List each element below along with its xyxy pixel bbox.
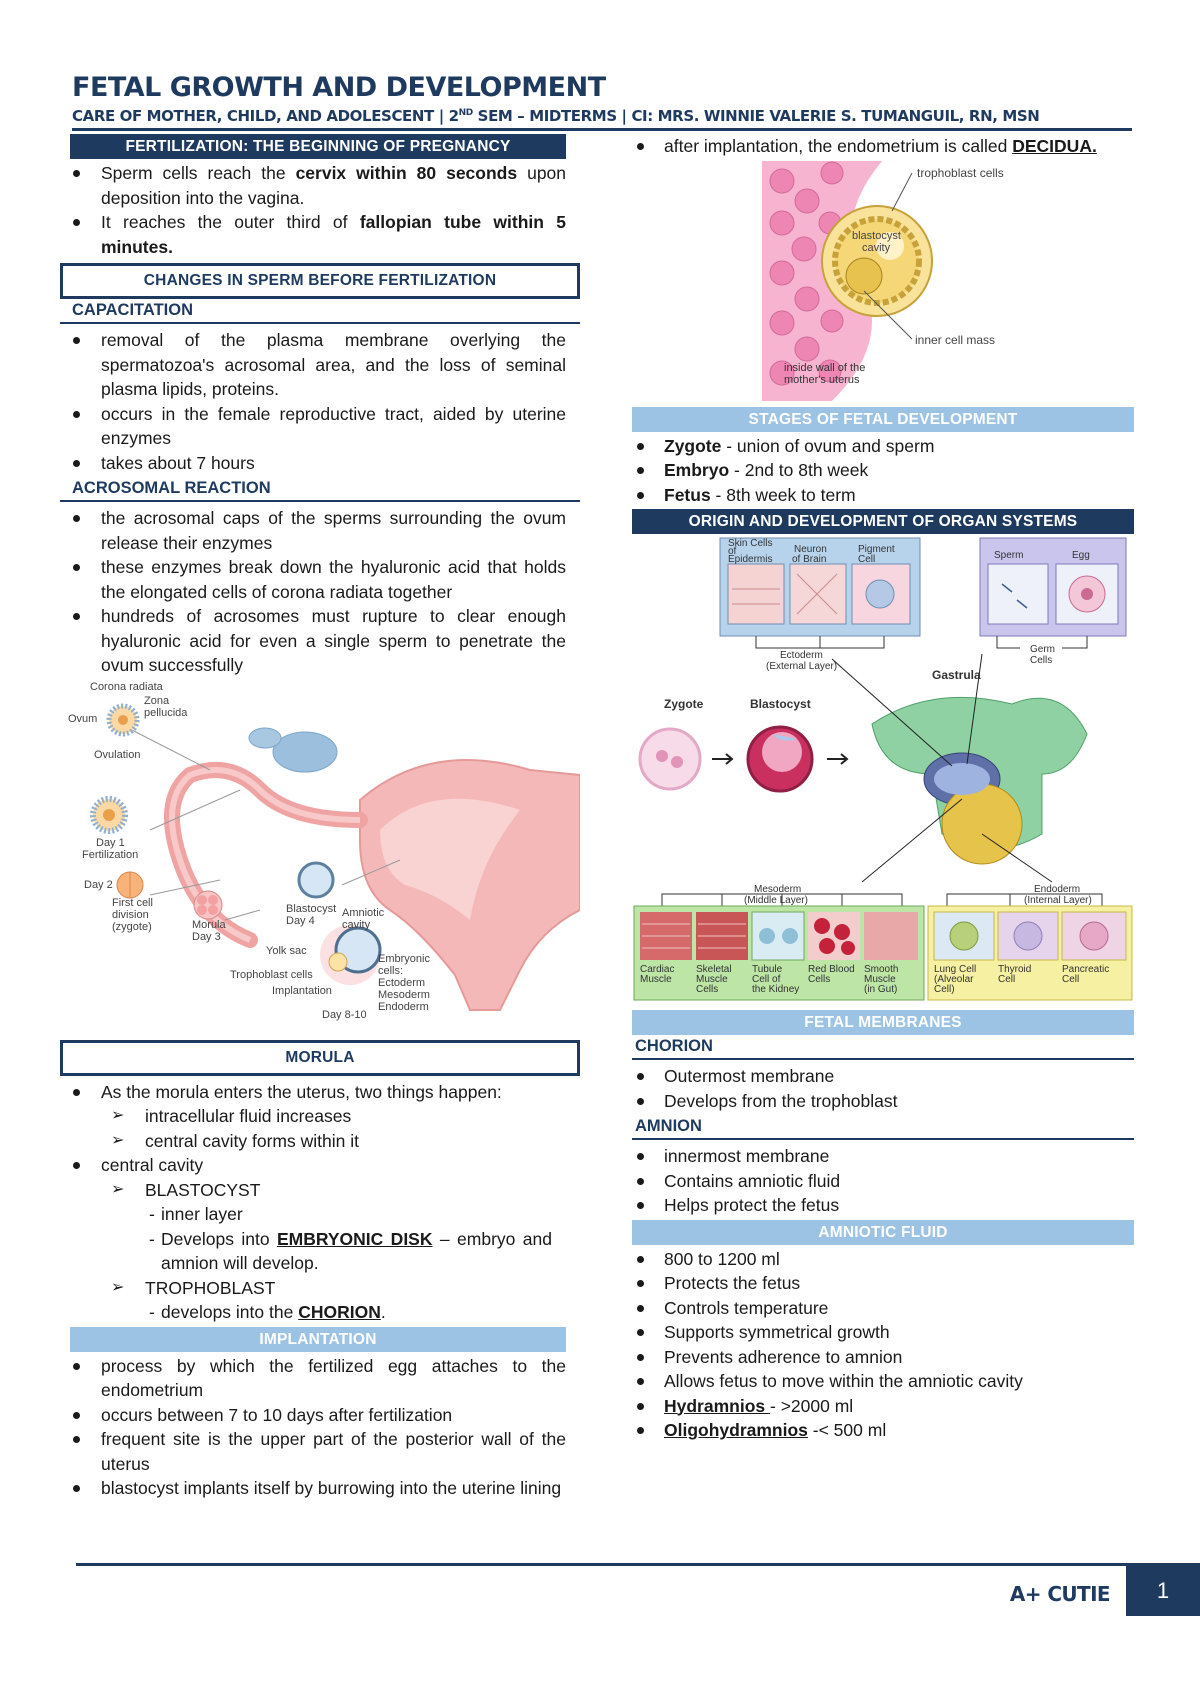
label-morula-day: Day 3 xyxy=(192,930,221,943)
detail-item: - develops into the CHORION. xyxy=(145,1300,566,1325)
fertilization-implantation-figure xyxy=(60,680,580,1040)
sub-item: ➢ central cavity forms within it xyxy=(101,1129,566,1154)
label-tubule: Tubule xyxy=(752,964,783,975)
list-item: Protects the fetus xyxy=(632,1271,1134,1296)
label-sperm: Sperm xyxy=(994,550,1024,561)
fertilization-heading: FERTILIZATION: THE BEGINNING OF PREGNANCY xyxy=(70,134,566,159)
list-item: Outermost membrane xyxy=(632,1064,1134,1089)
header-rule xyxy=(72,128,1132,131)
label-zygote: Zygote xyxy=(664,697,704,711)
label-ectoderm: Ectoderm xyxy=(780,650,823,661)
list-item: Controls temperature xyxy=(632,1296,1134,1321)
label-of-brain: of Brain xyxy=(792,554,827,565)
capacitation-list xyxy=(60,328,580,475)
label-first-cell: First cell xyxy=(112,896,153,909)
blastocyst-icon xyxy=(822,206,932,316)
label-in-gut: (in Gut) xyxy=(864,984,898,995)
fertilization-list xyxy=(60,161,580,259)
label-mothers-uterus: mother's uterus xyxy=(784,373,860,386)
label-zygote: (zygote) xyxy=(112,920,152,933)
label-smooth-muscle: Muscle xyxy=(864,974,896,985)
amniotic-fluid-heading: AMNIOTIC FLUID xyxy=(632,1220,1134,1245)
label-pigment: Pigment xyxy=(858,544,895,555)
list-item: Zygote - union of ovum and sperm xyxy=(632,434,1134,459)
label-skin-cells: Skin Cells xyxy=(728,538,773,549)
list-item: innermost membrane xyxy=(632,1144,1134,1169)
label-embryonic: Embryonic xyxy=(378,952,430,965)
label-zona: Zona xyxy=(144,694,170,707)
list-item: Helps protect the fetus xyxy=(632,1193,1134,1218)
label-endoderm: Endoderm xyxy=(378,1000,429,1013)
label-thyroid: Thyroid xyxy=(998,964,1032,975)
amnion-list xyxy=(632,1144,1134,1218)
detail-item: - inner layer xyxy=(145,1202,566,1227)
label-cardiac-muscle: Muscle xyxy=(640,974,672,985)
list-item: frequent site is the upper part of the posterior wall of the uterus xyxy=(60,1427,580,1476)
stages-list xyxy=(632,434,1134,508)
label-corona-radiata: Corona radiata xyxy=(90,680,163,693)
label-endoderm: Endoderm xyxy=(1034,884,1081,895)
label-epidermis: Epidermis xyxy=(728,554,773,565)
stages-heading: STAGES OF FETAL DEVELOPMENT xyxy=(632,407,1134,432)
label-internal-layer: (Internal Layer) xyxy=(1024,895,1092,906)
label-blastocyst: blastocyst xyxy=(852,229,901,242)
list-item: these enzymes break down the hyaluronic acid that holds the elongated cells of corona radiata together xyxy=(60,555,580,604)
label-blastocyst-day: Day 4 xyxy=(286,914,315,927)
gastrula-icon xyxy=(872,697,1087,864)
footer-brand: A+ CUTIE xyxy=(1009,1582,1110,1606)
label-alveolar: (Alveolar xyxy=(934,974,974,985)
label-pancreatic-cell: Cell xyxy=(1062,974,1080,985)
list-item: Contains amniotic fluid xyxy=(632,1169,1134,1194)
acrosomal-list xyxy=(60,506,580,678)
document-title: FETAL GROWTH AND DEVELOPMENT xyxy=(72,72,606,103)
label-implantation: Implantation xyxy=(272,984,332,997)
list-item: Embryo - 2nd to 8th week xyxy=(632,458,1134,483)
label-skeletal-cells: Cells xyxy=(696,984,719,995)
label-middle-layer: (Middle Layer) xyxy=(744,895,808,906)
list-item: Fetus - 8th week to term xyxy=(632,483,1134,508)
label-ovulation: Ovulation xyxy=(94,748,141,761)
label-rbc-cells: Cells xyxy=(808,974,831,985)
list-item: blastocyst implants itself by burrowing into the uterine lining xyxy=(60,1476,580,1501)
label-pigment-cell: Cell xyxy=(858,554,876,565)
label-thyroid-cell: Cell xyxy=(998,974,1016,985)
organ-systems-heading: ORIGIN AND DEVELOPMENT OF ORGAN SYSTEMS xyxy=(632,509,1134,534)
label-smooth: Smooth xyxy=(864,964,899,975)
list-item: It reaches the outer third of fallopian tube within 5 minutes. xyxy=(60,210,580,259)
label-ovum: Ovum xyxy=(68,712,98,725)
implantation-list xyxy=(60,1354,580,1501)
list-item: Prevents adherence to amnion xyxy=(632,1345,1134,1370)
label-cavity: cavity xyxy=(862,241,891,254)
morula-list xyxy=(60,1080,580,1325)
sub-item-blastocyst: ➢ BLASTOCYST - inner layer - Develops into EMBRYONIC DISK – embryo and amnion will develop. xyxy=(101,1178,566,1276)
label-red-blood: Red Blood xyxy=(808,964,855,975)
footer-rule xyxy=(76,1563,1200,1566)
label-division: division xyxy=(112,908,149,921)
label-mesoderm: Mesoderm xyxy=(754,884,802,895)
fetal-membranes-heading: FETAL MEMBRANES xyxy=(632,1010,1134,1035)
list-item: occurs in the female reproductive tract, aided by uterine enzymes xyxy=(60,402,580,451)
list-item: 800 to 1200 ml xyxy=(632,1247,1134,1272)
label-neuron: Neuron xyxy=(794,544,827,555)
blastocyst-icon xyxy=(299,863,333,897)
label-inner-cell-mass: inner cell mass xyxy=(915,332,996,347)
amniotic-fluid-list xyxy=(632,1247,1134,1443)
label-external-layer: (External Layer) xyxy=(766,661,838,672)
morula-icon xyxy=(194,891,222,919)
morula-heading: MORULA xyxy=(60,1040,580,1076)
sub-item-trophoblast: ➢ TROPHOBLAST - develops into the CHORION. xyxy=(101,1276,566,1325)
list-item: removal of the plasma membrane overlying the spermatozoa's acrosomal area, and the loss of seminal plasma lipids, proteins. xyxy=(60,328,580,402)
label-cardiac: Cardiac xyxy=(640,964,675,975)
list-item: central cavity ➢ BLASTOCYST - inner layer - Develops into EMBRYONIC DISK – embryo and amnion will develop. ➢ TROPHOBLAST - develops into the CHORION. xyxy=(60,1153,580,1325)
label-gastrula: Gastrula xyxy=(932,668,981,682)
list-item: Hydramnios - >2000 ml xyxy=(632,1394,1134,1419)
label-cavity: cavity xyxy=(342,918,371,931)
list-item: Oligohydramnios -< 500 ml xyxy=(632,1418,1134,1443)
list-item: takes about 7 hours xyxy=(60,451,580,476)
label-germ: Germ xyxy=(1030,644,1055,655)
label-mesoderm: Mesoderm xyxy=(378,988,430,1001)
list-item: hundreds of acrosomes must rupture to clear enough hyaluronic acid for even a single sperm to penetrate the ovum successfully xyxy=(60,604,580,678)
label-fertilization: Fertilization xyxy=(82,848,139,861)
ovary-shape xyxy=(273,732,337,772)
sub-item: ➢ intracellular fluid increases xyxy=(101,1104,566,1129)
label-inside-wall: inside wall of the xyxy=(784,361,866,374)
implanted-embryo-icon xyxy=(320,925,380,985)
label-skin-of: of xyxy=(728,546,737,557)
list-item: the acrosomal caps of the sperms surrounding the ovum release their enzymes xyxy=(60,506,580,555)
chorion-heading: CHORION xyxy=(632,1035,1134,1060)
label-blastocyst: Blastocyst xyxy=(286,902,337,915)
label-amniotic: Amniotic xyxy=(342,906,385,919)
label-day1: Day 1 xyxy=(96,836,125,849)
zygote-icon xyxy=(640,729,700,789)
label-alveolar-cell: Cell) xyxy=(934,984,955,995)
implantation-heading: IMPLANTATION xyxy=(70,1327,566,1352)
amnion-heading: AMNION xyxy=(632,1115,1134,1140)
acrosomal-reaction-heading: ACROSOMAL REACTION xyxy=(60,477,580,502)
capacitation-heading: CAPACITATION xyxy=(60,299,580,324)
detail-item: - Develops into EMBRYONIC DISK – embryo and amnion will develop. xyxy=(145,1227,566,1276)
label-germ-cells: Cells xyxy=(1030,655,1053,666)
list-item: Develops from the trophoblast xyxy=(632,1089,1134,1114)
label-ectoderm: Ectoderm xyxy=(378,976,426,989)
label-yolk-sac: Yolk sac xyxy=(266,944,307,957)
label-cell-of: Cell of xyxy=(752,974,781,985)
list-item: occurs between 7 to 10 days after fertilization xyxy=(60,1403,580,1428)
label-trophoblast-cells: Trophoblast cells xyxy=(230,968,313,981)
list-item: Sperm cells reach the cervix within 80 seconds upon deposition into the vagina. xyxy=(60,161,580,210)
label-day8-10: Day 8-10 xyxy=(322,1008,367,1021)
left-column xyxy=(60,134,580,1503)
document-subtitle: CARE OF MOTHER, CHILD, AND ADOLESCENT | 2ND SEM – MIDTERMS | CI: MRS. WINNIE VALERIE S. TUMANGUIL, RN, MSN xyxy=(72,107,1040,125)
label-blastocyst: Blastocyst xyxy=(750,697,811,711)
label-lung-cell: Lung Cell xyxy=(934,964,977,975)
label-skeletal-muscle: Muscle xyxy=(696,974,728,985)
label-morula: Morula xyxy=(192,918,226,931)
list-item: process by which the fertilized egg attaches to the endometrium xyxy=(60,1354,580,1403)
organ-systems-figure xyxy=(632,534,1134,1004)
label-pellucida: pellucida xyxy=(144,706,188,719)
label-trophoblast-cells: trophoblast cells xyxy=(917,165,1004,180)
blastocyst-figure xyxy=(632,161,1134,401)
label-egg: Egg xyxy=(1072,550,1090,561)
list-item: As the morula enters the uterus, two things happen: ➢ intracellular fluid increases ➢ central cavity forms within it xyxy=(60,1080,580,1154)
decidua-list xyxy=(632,134,1134,159)
label-day2: Day 2 xyxy=(84,878,113,891)
label-skeletal: Skeletal xyxy=(696,964,732,975)
page-number: 1 xyxy=(1126,1566,1200,1616)
label-cells: cells: xyxy=(378,964,404,977)
right-column xyxy=(632,134,1134,1445)
list-item: after implantation, the endometrium is called DECIDUA. xyxy=(632,134,1134,159)
label-kidney: the Kidney xyxy=(752,984,800,995)
list-item: Supports symmetrical growth xyxy=(632,1320,1134,1345)
chorion-list xyxy=(632,1064,1134,1113)
label-pancreatic: Pancreatic xyxy=(1062,964,1110,975)
sperm-changes-heading: CHANGES IN SPERM BEFORE FERTILIZATION xyxy=(60,263,580,299)
list-item: Allows fetus to move within the amniotic cavity xyxy=(632,1369,1134,1394)
